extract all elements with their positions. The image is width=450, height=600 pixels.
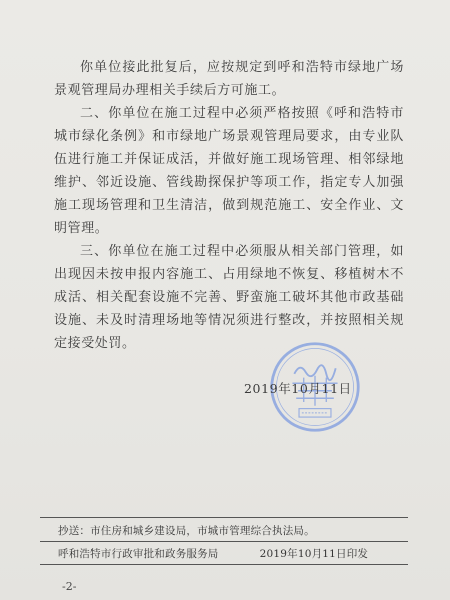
- document-body: [54, 56, 404, 355]
- footer-divider-bottom: [40, 564, 408, 565]
- document-date: 2019年10月11日: [244, 381, 352, 396]
- cc-line: 抄送：市住房和城乡建设局，市城市管理综合执法局。: [58, 525, 315, 537]
- paragraph-1: 你单位接此批复后，应按规定到呼和浩特市绿地广场景观管理局办理相关手续后方可施工。: [54, 60, 404, 98]
- paragraph-3: 三、你单位在施工过程中必须服从相关部门管理，如出现因未按申报内容施工、占用绿地不恢复、移植树木不成活、相关配套设施不完善、野蛮施工破坏其他市政基础设施、未及时清理场地等情况须进行整改，并按照相关规定接受处罚。: [54, 244, 404, 351]
- paragraph-2: 二、你单位在施工过程中必须严格按照《呼和浩特市城市绿化条例》和市绿地广场景观管理局要求，由专业队伍进行施工并保证成活，并做好施工现场管理、相邻绿地维护、邻近设施、管线勘探保护等项工作，指定专人加强施工现场管理和卫生清洁，做到规范施工、安全作业、文明管理。: [54, 106, 404, 236]
- page-number: -2-: [62, 580, 77, 593]
- issuer-name: 呼和浩特市行政审批和政务服务局: [58, 548, 219, 560]
- issued-date: 2019年10月11日印发: [259, 548, 369, 560]
- issuer-line: [58, 546, 368, 561]
- footer-divider-top: [40, 517, 408, 518]
- footer-divider-middle: [40, 541, 408, 542]
